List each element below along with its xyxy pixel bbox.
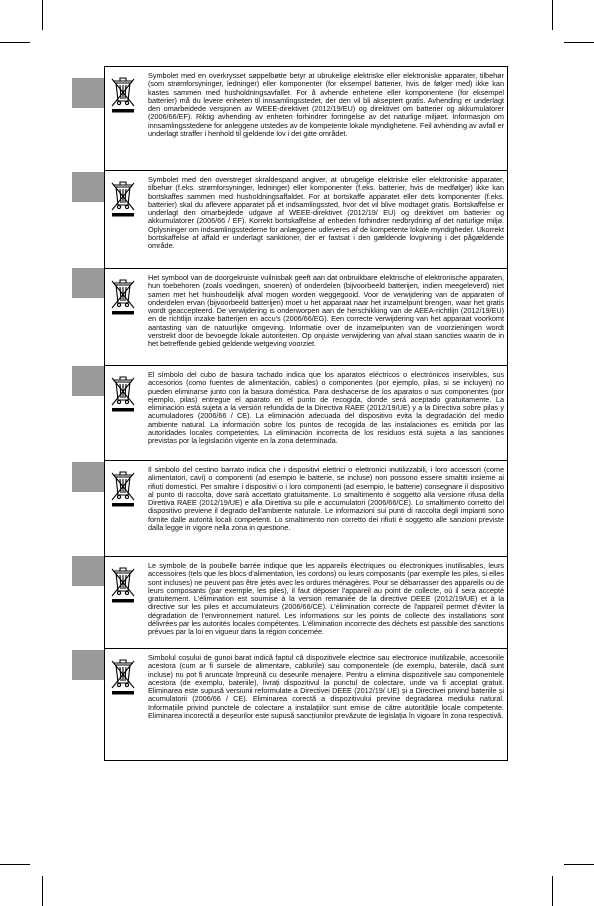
language-tab [72,268,104,298]
crop-mark [552,876,553,906]
section-it [104,460,508,556]
crossed-bin-icon [108,655,138,695]
section-text: Het symbool van de doorgekruiste vuilnisbak geeft aan dat onbruikbare elektrische of elektronische apparaten, hun toebehoren (zoals voedingen, snoeren) of onderdelen (bijvoorbeeld batterijen, indien meegeleverd) niet samen met het huishoudelijk afval mogen worden weggegooid. Voor de verwijdering van de apparaten of onderdelen ervan (bijvoorbeeld batterijen) moet u het apparaat naar het inzamelpunt brengen, waar het gratis wordt geaccepteerd. De verwijdering is onderworpen aan de herschikking van de AEEA-richtlijn (2012/19/EU) en de richtlijn inzake batterijen en accu's (2006/66/EG). Een correcte verwijdering van het apparaat voorkomt aantasting van de natuurlijke omgeving. Informatie over de inzamelpunten van de voorzieningen wordt verstrekt door de bevoegde lokale autoriteiten. Op onjuiste verwijdering van afval staan sancties waarin de in het betreffende gebied geldende wetgeving voorziet. [148,273,504,349]
section-text: Symbolet med den overstreget skraldespand angiver, at ubrugelige elektriske eller elektroniske apparater, tilbehør (f.eks. strømforsyninger, ledninger) eller komponenter (f.eks. batterier, hvis de medfølger) ikke kan bortskaffes sammen med husholdningsaffaldet. For at bortskaffe apparatet eller dets komponenter (f.eks. batterier) skal du aflevere apparatet på et indsamlingssted, hvor det vil blive modtaget gratis. Bortskaffelse er underlagt den omarbejdede udgave af WEEE-direktivet (2012/19/ EU) og direktivet om batterier og akkumulatorer (2006/66 / EF). Korrekt bortskaffelse af enheden forhindrer nedbrydning af det naturlige miljø. Oplysninger om indsamlingsstederne for anlæggene udleveres af de kompetente lokale myndigheder. Ukorrekt bortskaffelse af affald er underlagt sanktioner, der er fastsat i den gældende lovgivning i det pågældende område. [148,175,504,251]
crop-mark [42,876,43,906]
crossed-bin-icon [108,372,138,412]
section-text: Il simbolo del cestino barrato indica che i dispositivi elettrici o elettronici inutilizzabili, i loro accessori (come alimentatori, cavi) o componenti (ad esempio le batterie, se incluse) non possono essere smaltiti insieme ai rifiuti domestici. Per smaltire i dispositivi o i loro componenti (ad esempio, le batterie) consegnare il dispositivo al punto di raccolta, dove sarà accettato gratuitamente. Lo smaltimento è soggetto alla versione rifusa della Direttiva RAEE (2012/19/UE) e alla Direttiva su pile e accumulatori (2006/66/CE). Lo smaltimento corretto del dispositivo previene il degrado dell'ambiente naturale. Le informazioni sui punti di raccolta degli impianti sono fornite dalle autorità locali competenti. Lo smaltimento non corretto dei rifiuti è soggetto alle sanzioni previste dalla legge in vigore nella zona in questione. [148,465,504,533]
crop-mark [564,864,594,865]
section-fr [104,556,508,648]
language-tab [72,462,104,492]
language-tab [72,366,104,396]
crop-mark [42,0,43,30]
crop-mark [552,0,553,30]
language-tab [72,556,104,586]
crop-mark [564,42,594,43]
crossed-bin-icon [108,177,138,217]
crossed-bin-icon [108,73,138,113]
section-text: Le symbole de la poubelle barrée indique que les appareils électriques ou électroniques inutilisables, leurs accessoires (tels que les blocs d'alimentation, les cordons) ou leurs composants (par exemple les piles, si elles sont incluses) ne peuvent pas être jetés avec les ordures ménagères. Pour se débarrasser des appareils ou de leurs composants (par exemple, les piles), il faut déposer l'appareil au point de collecte, où il sera accepté gratuitement. L'élimination est soumise à la version remaniée de la directive DEEE (2012/19/UE) et à la directive sur les piles et accumulateurs (2006/66/CE). L'élimination correcte de l'appareil permet d'éviter la dégradation de l'environnement naturel. Les informations sur les points de collecte des installations sont délivrées par les autorités locales compétentes. L'élimination incorrecte des déchets est passible des sanctions prévues par la loi en vigueur dans la région concernée. [148,561,504,637]
section-ro [104,648,508,761]
section-text: Simbolul coșului de gunoi barat indică faptul că dispozitivele electrice sau electronice inutilizabile, accesoriile acestora (cum ar fi sursele de alimentare, cablurile) sau componentele (de exemplu, bateriile, dacă sunt incluse) nu pot fi aruncate împreună cu deșeurile menajere. Pentru a elimina dispozitivele sau componentele acestora (de exemplu, bateriile), livrați dispozitivul la punctul de colectare, unde va fi acceptat gratuit. Eliminarea este supusă versiunii reformulate a Directivei DEEE (2012/19/ UE) și a Directivei privind bateriile și acumulatorii (2006/66 / CE). Eliminarea corectă a dispozitivului previne degradarea mediului natural. Informațiile privind punctele de colectare a instalațiilor sunt emise de către autoritățile locale competente. Eliminarea incorectă a deșeurilor este supusă sancțiunilor prevăzute de legislația în vigoare în zona respectivă. [148,653,504,721]
crop-mark [0,864,30,865]
crop-mark [0,42,30,43]
section-es [104,365,508,460]
crossed-bin-icon [108,563,138,603]
section-text: El símbolo del cubo de basura tachado indica que los aparatos eléctricos o electrónicos inservibles, sus accesorios (como fuentes de alimentación, cables) o componentes (por ejemplo, pilas, si se incluyen) no pueden eliminarse junto con la basura doméstica. Para deshacerse de los aparatos o sus componentes (por ejemplo, pilas) entregue el aparato en el punto de recogida, donde será aceptado gratuitamente. La eliminación está sujeta a la versión refundida de la Directiva RAEE (2012/19/UE) y a la Directiva sobre pilas y acumuladores (2006/66 / CE). La eliminación adecuada del dispositivo evita la degradación del medio ambiente natural. La información sobre los puntos de recogida de las instalaciones es emitida por las autoridades locales competentes. La eliminación incorrecta de los residuos está sujeta a las sanciones previstas por la legislación vigente en la zona determinada. [148,370,504,446]
language-tab [72,650,104,680]
crossed-bin-icon [108,275,138,315]
crossed-bin-icon [108,467,138,507]
section-no [104,66,508,170]
section-da [104,170,508,268]
language-tab [72,172,104,202]
language-tab [72,78,104,108]
section-text: Symbolet med en overkrysset søppelbøtte betyr at ubrukelige elektriske eller elektroniske apparater, tilbehør (som strømforsyninger, ledninger) eller komponenter (for eksempel batterier, hvis de følger med) ikke kan kastes sammen med husholdningsavfallet. For å avhende enhetene eller komponentene (for eksempel batterier) må du levere enheten til innsamlingsstedet, der den vil bli akseptert gratis. Avhending er underlagt den omarbeidede versjonen av WEEE-direktivet (2012/19/EU) og direktivet om batterier og akkumulatorer (2006/66/EF). Riktig avhending av enheten forhindrer forringelse av det naturlige miljøet. Informasjon om innsamlingsstedene for anleggene utstedes av de kompetente lokale myndighetene. Feil avhending av avfall er underlagt straffer i henhold til gjeldende lov i det gitte området. [148,71,504,139]
section-nl [104,268,508,365]
